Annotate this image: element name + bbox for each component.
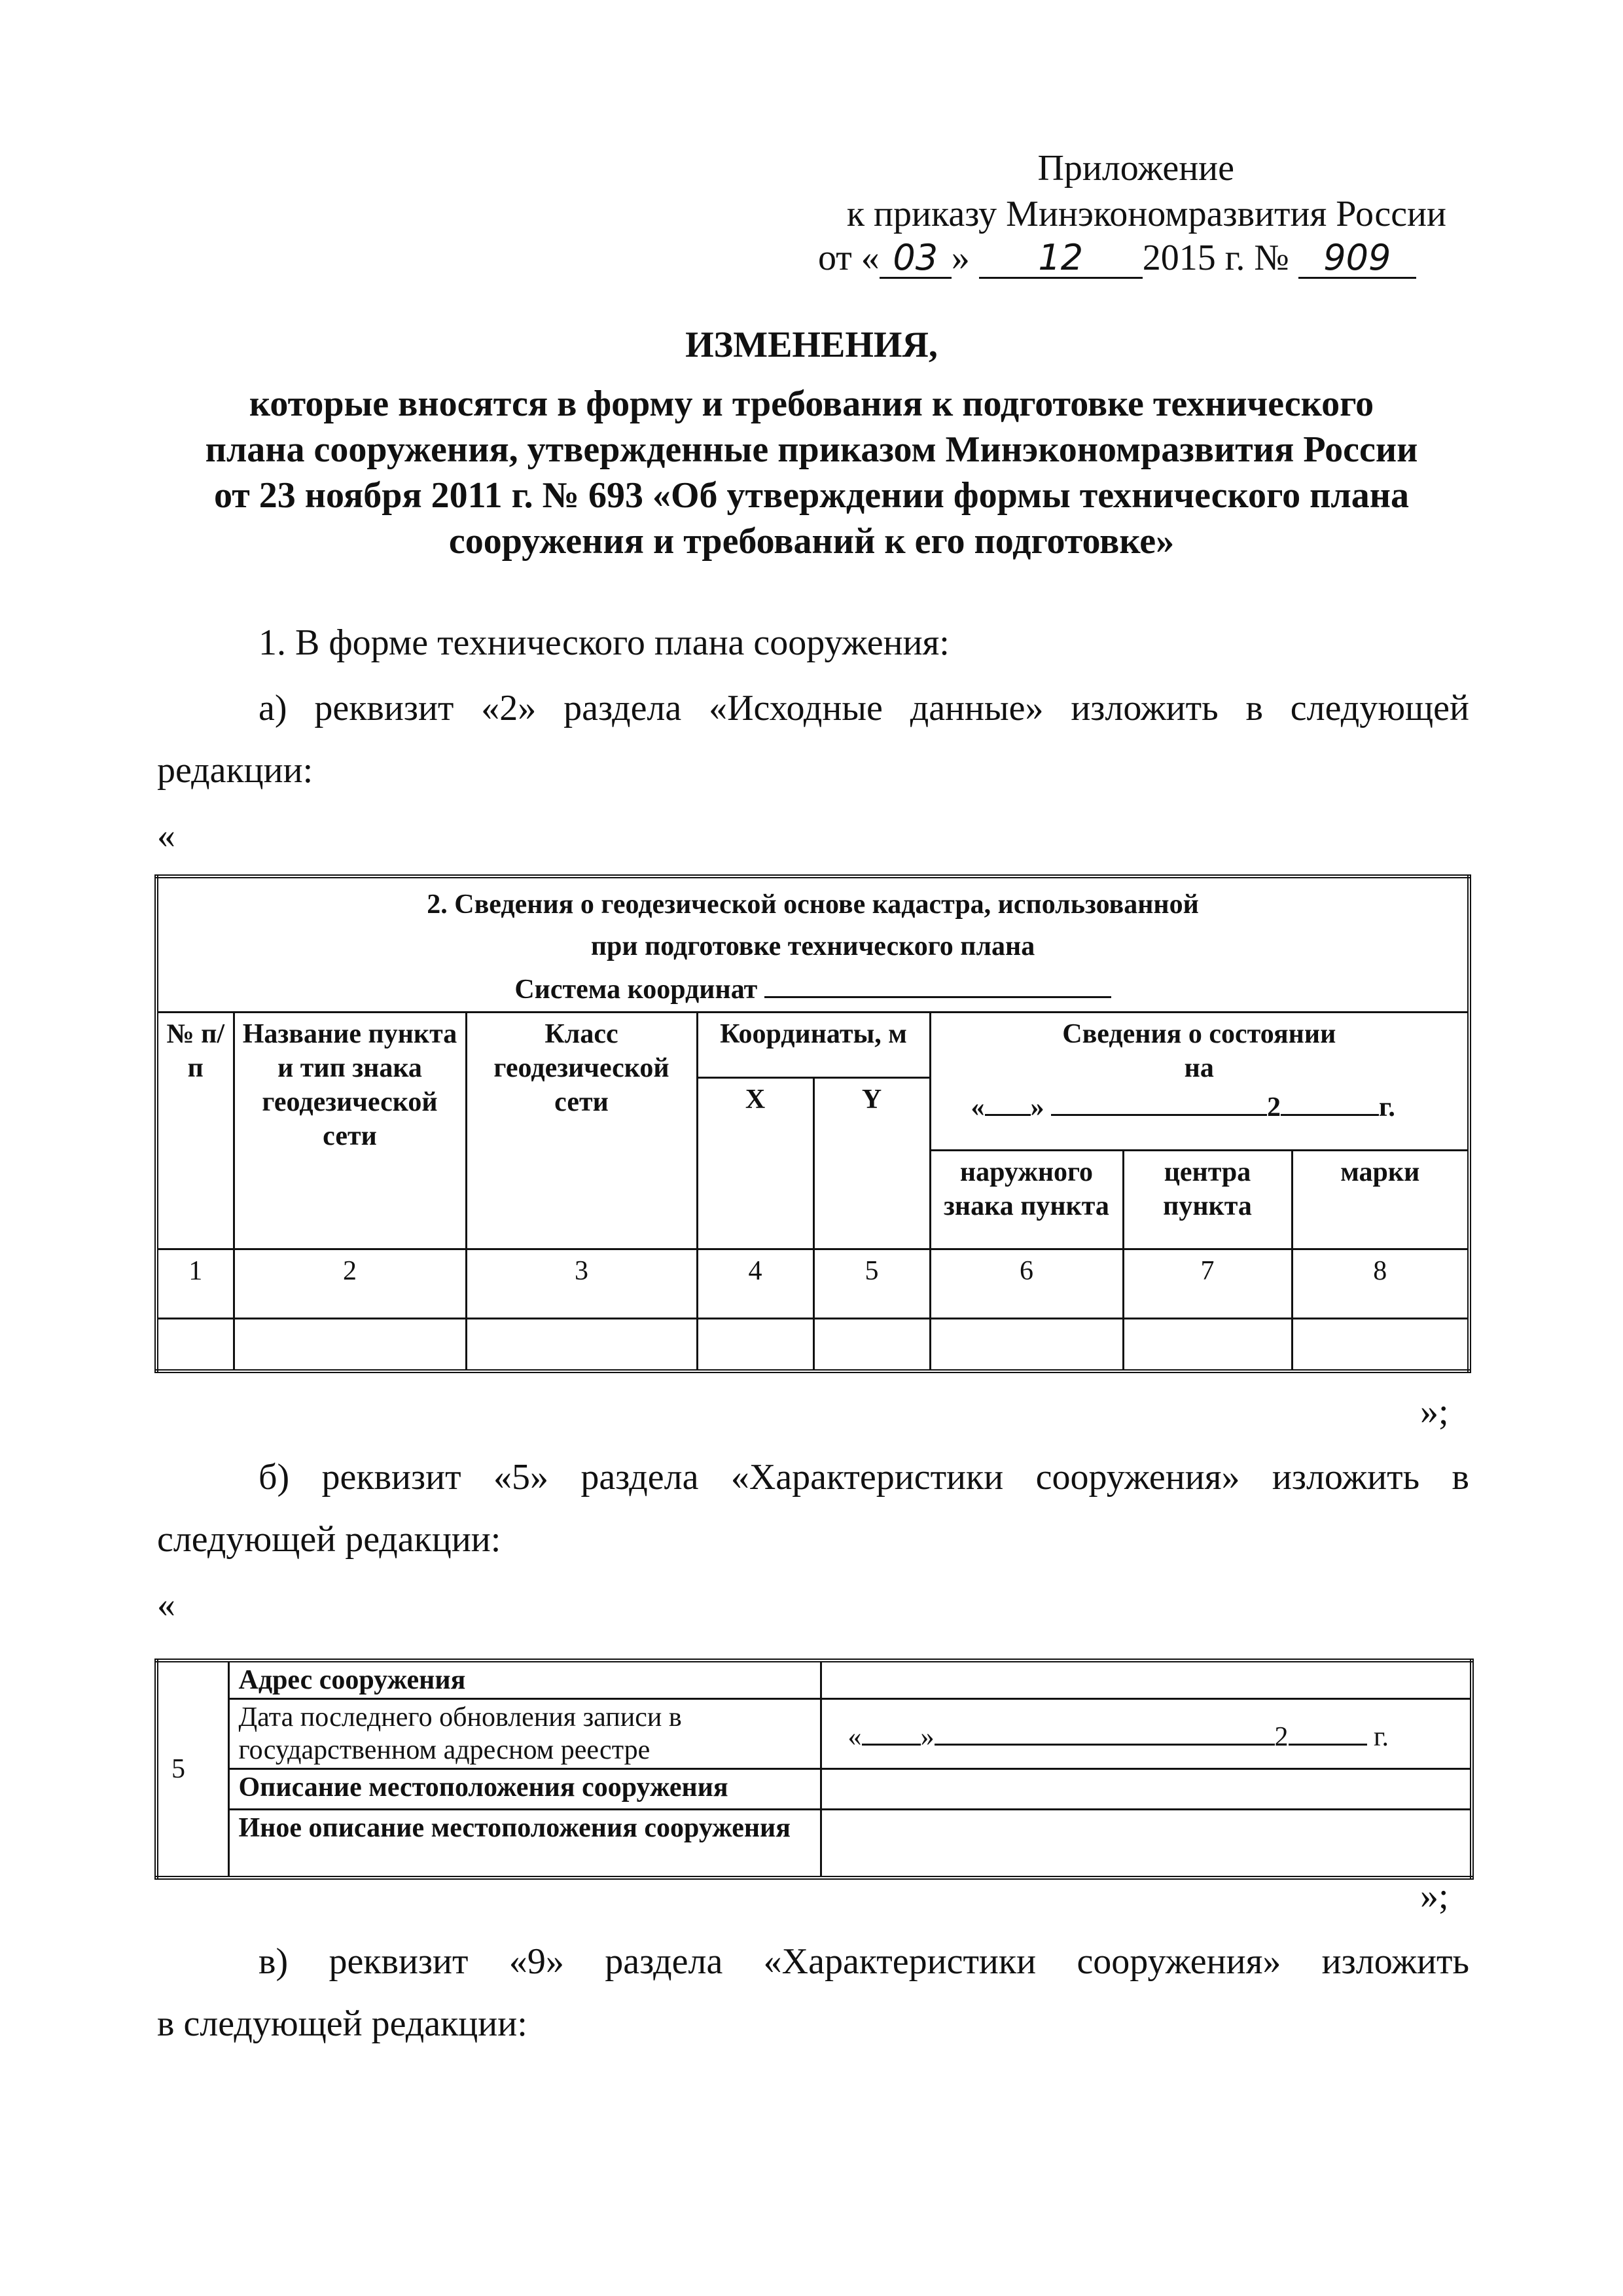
heading-line-4: сооружения и требований к его подготовке»: [448, 521, 1175, 562]
quote-open-2: «: [157, 1585, 175, 1625]
empty-cell: [466, 1319, 697, 1371]
header-mark: марки: [1292, 1150, 1469, 1249]
empty-cell: [930, 1319, 1123, 1371]
coord-system-field: [764, 967, 1111, 998]
col-num-2: 2: [234, 1249, 466, 1318]
caption-line-1: 2. Сведения о геодезической основе кадастра, использованной: [427, 889, 1199, 920]
heading-line-1: которые вносятся в форму и требования к подготовке технического: [249, 384, 1374, 424]
header-x: X: [697, 1078, 813, 1249]
date-mid: »: [951, 238, 970, 278]
update-month-field: [935, 1715, 1275, 1746]
table-caption: [156, 876, 1469, 1012]
header-num: № п/п: [156, 1012, 234, 1249]
geodetic-basis-table: [154, 874, 1471, 1373]
state-date-q2: »: [1030, 1092, 1044, 1122]
appendix-date-line: [818, 237, 1416, 279]
order-number: 909: [1298, 239, 1416, 279]
update-date-q1: «: [847, 1721, 862, 1752]
state-year-field: [1281, 1085, 1379, 1116]
update-day-field: [862, 1715, 921, 1746]
location-table: [154, 1659, 1474, 1880]
col-num-3: 3: [466, 1249, 697, 1318]
update-date-value: [821, 1699, 1472, 1769]
date-year: 2015 г. №: [1142, 238, 1289, 278]
state-line-2: на: [1184, 1052, 1214, 1083]
paragraph-b-line-1: б) реквизит «5» раздела «Характеристики сооружения» изложить в: [259, 1457, 1469, 1498]
location-desc-value: [821, 1769, 1472, 1810]
header-y: Y: [813, 1078, 930, 1249]
appendix-order-ref: к приказу Минэкономразвития России: [846, 194, 1446, 234]
caption-line-2: при подготовке технического плана: [590, 931, 1035, 961]
paragraph-c-line-1: в) реквизит «9» раздела «Характеристики сооружения» изложить: [259, 1941, 1469, 1982]
quote-open-1: «: [157, 816, 175, 856]
update-g: г.: [1374, 1721, 1389, 1752]
header-coords: Координаты, м: [697, 1012, 930, 1077]
col-num-8: 8: [1292, 1249, 1469, 1318]
col-num-5: 5: [813, 1249, 930, 1318]
heading-line-2: плана сооружения, утвержденные приказом Минэкономразвития России: [205, 429, 1418, 470]
heading-line-3: от 23 ноября 2011 г. № 693 «Об утверждении формы технического плана: [213, 475, 1410, 516]
update-year-field: [1289, 1715, 1367, 1746]
row-number: 5: [156, 1660, 228, 1878]
update-date-q2: »: [920, 1721, 935, 1752]
state-line-1: Сведения о состоянии: [1062, 1018, 1336, 1049]
state-year: 2: [1267, 1092, 1281, 1122]
update-year: 2: [1274, 1721, 1289, 1752]
state-date-q1: «: [971, 1092, 985, 1122]
update-date-label: Дата последнего обновления записи в государственном адресном реестре: [228, 1699, 821, 1769]
col-num-4: 4: [697, 1249, 813, 1318]
paragraph-b-line-2: следующей редакции:: [157, 1519, 501, 1560]
col-num-1: 1: [156, 1249, 234, 1318]
date-month: 12: [979, 239, 1143, 279]
empty-cell: [813, 1319, 930, 1371]
header-center: центра пункта: [1123, 1150, 1292, 1249]
header-outer-sign: наружного знака пункта: [930, 1150, 1123, 1249]
empty-cell: [1123, 1319, 1292, 1371]
location-desc-label: Описание местоположения сооружения: [228, 1769, 821, 1810]
empty-cell: [697, 1319, 813, 1371]
coord-system-label: Система координат: [514, 975, 758, 1005]
header-name: Название пункта и тип знака геодезической сети: [234, 1012, 466, 1249]
document-heading: ИЗМЕНЕНИЯ,: [685, 325, 938, 365]
state-g: г.: [1379, 1092, 1395, 1122]
paragraph-a-line-1: а) реквизит «2» раздела «Исходные данные» изложить в следующей: [259, 688, 1469, 728]
empty-cell: [1292, 1319, 1469, 1371]
state-date-line: [935, 1085, 1464, 1124]
empty-cell: [234, 1319, 466, 1371]
col-num-7: 7: [1123, 1249, 1292, 1318]
date-prefix: от «: [818, 238, 880, 278]
header-state: [930, 1012, 1469, 1150]
paragraph-1: 1. В форме технического плана сооружения:: [259, 622, 950, 663]
paragraph-a-line-2: редакции:: [157, 750, 313, 791]
state-day-field: [985, 1085, 1031, 1116]
address-value: [821, 1660, 1472, 1699]
column-number-row: [156, 1249, 1469, 1318]
empty-data-row: [156, 1319, 1469, 1371]
other-location-label: Иное описание местоположения сооружения: [228, 1810, 821, 1878]
quote-close-2: »;: [1420, 1876, 1449, 1916]
state-month-field: [1051, 1085, 1267, 1116]
empty-cell: [156, 1319, 234, 1371]
appendix-label: Приложение: [1037, 148, 1234, 188]
address-label: Адрес сооружения: [228, 1660, 821, 1699]
header-class: Класс геодезической сети: [466, 1012, 697, 1249]
paragraph-c-line-2: в следующей редакции:: [157, 2003, 527, 2044]
col-num-6: 6: [930, 1249, 1123, 1318]
quote-close-1: »;: [1420, 1391, 1449, 1432]
other-location-value: [821, 1810, 1472, 1878]
caption-line-3: [162, 967, 1463, 1011]
date-day: 03: [880, 239, 952, 279]
